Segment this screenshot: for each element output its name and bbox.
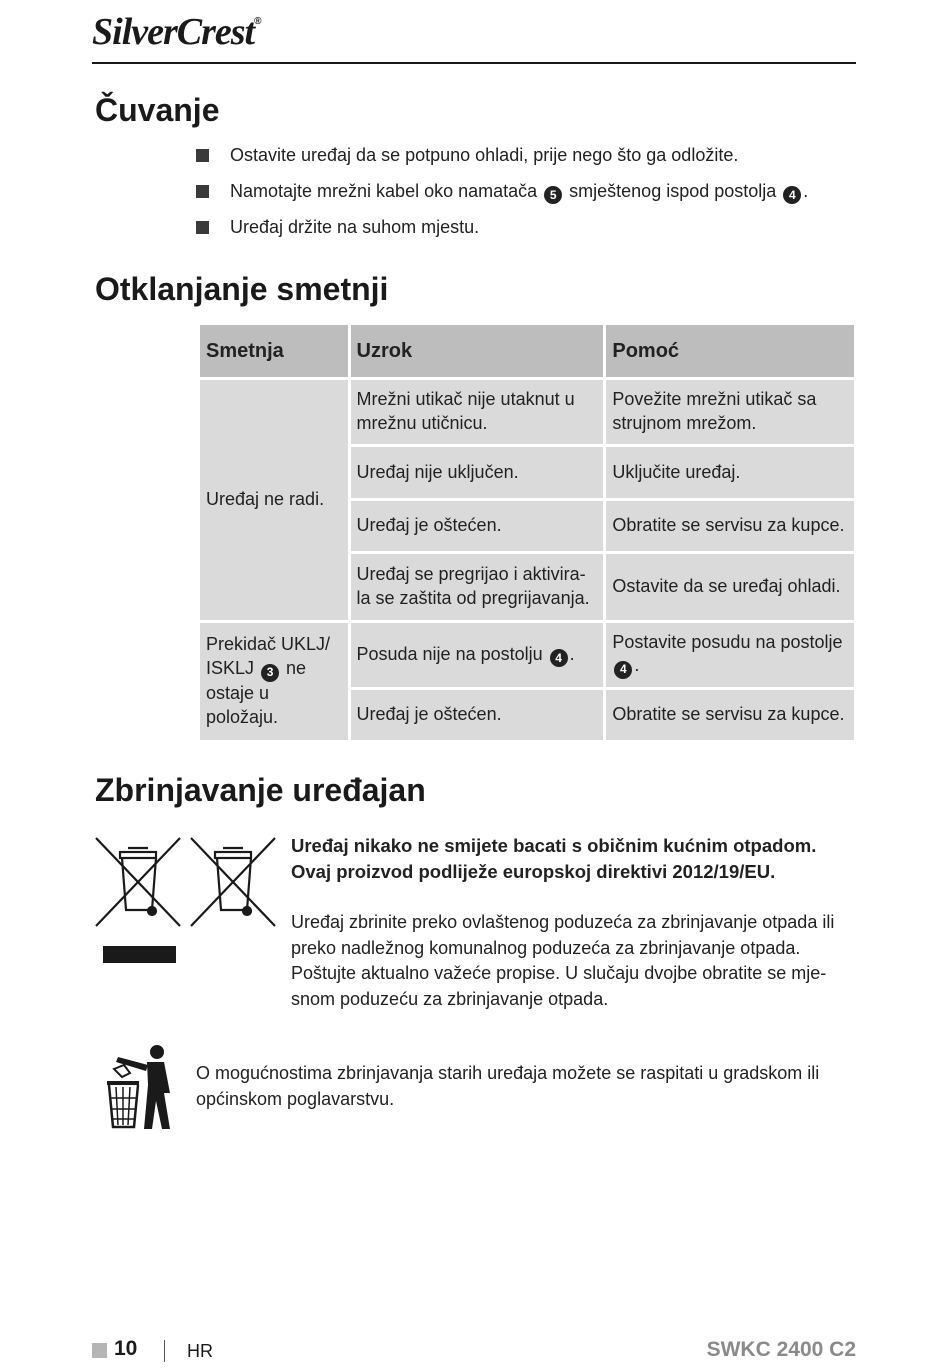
troubleshooting-table — [197, 322, 857, 743]
disposal-text: Uređaj zbrinite preko ovlaštenog poduzeća za zbrinjavanje otpada ili preko nadležnog komunalnog poduzeća za zbrinjavanje otpada. Poštujte aktualno važeće propise. U slučaju dvojbe obratite se mje-snom poduzeću za zbrinjavanje otpada. — [291, 912, 835, 1009]
weee-crossed-bin-icon — [94, 836, 278, 966]
column-header: Smetnja — [199, 324, 350, 379]
number-badge-icon: 3 — [261, 664, 279, 682]
cause-cell: Posuda nije na postolju 4 . — [349, 622, 605, 689]
cause-cell: Uređaj je oštećen. — [349, 500, 605, 553]
column-header: Pomoć — [605, 324, 856, 379]
section-title-troubleshooting: Otklanjanje smetnji — [95, 271, 389, 307]
remedy-cell: Obratite se servisu za kupce. — [605, 689, 856, 742]
page-number: 10 — [114, 1337, 138, 1360]
column-header: Uzrok — [349, 324, 605, 379]
table-row — [199, 379, 856, 446]
bullet-square-icon — [196, 221, 209, 234]
disposal-warning: Uređaj nikako ne smijete bacati s običnim kućnim otpadom. Ovaj proizvod podliježe europskoj direktivi 2012/19/EU. — [291, 835, 817, 882]
remedy-cell: Obratite se servisu za kupce. — [605, 500, 856, 553]
footer-divider — [164, 1340, 165, 1362]
model-number: SWKC 2400 C2 — [706, 1338, 856, 1361]
cause-cell: Mrežni utikač nije utaknut u mrežnu utičnicu. — [349, 379, 605, 446]
table-header-row — [199, 324, 856, 379]
recycle-bin-person-icon — [104, 1043, 176, 1131]
bullet-square-icon — [196, 149, 209, 162]
list-item: Ostavite uređaj da se potpuno ohladi, prije nego što ga odložite. — [196, 145, 738, 166]
table-row — [199, 622, 856, 689]
section-title-disposal: Zbrinjavanje uređajan — [95, 772, 426, 808]
number-badge-icon: 5 — [544, 186, 562, 204]
cause-cell: Uređaj je oštećen. — [349, 689, 605, 742]
page-marker-icon — [92, 1343, 107, 1358]
remedy-cell: Postavite posudu na postolje 4 . — [605, 622, 856, 689]
section-title-storage: Čuvanje — [95, 92, 220, 128]
remedy-cell: Povežite mrežni utikač sa strujnom mrežom. — [605, 379, 856, 446]
cause-cell: Uređaj se pregrijao i aktivira-la se zaštita od pregrijavanja. — [349, 553, 605, 622]
remedy-cell: Ostavite da se uređaj ohladi. — [605, 553, 856, 622]
header-rule — [92, 62, 856, 64]
number-badge-icon: 4 — [783, 186, 801, 204]
number-badge-icon: 4 — [550, 649, 568, 667]
remedy-cell: Uključite uređaj. — [605, 446, 856, 500]
number-badge-icon: 4 — [614, 661, 632, 679]
fault-cell: Prekidač UKLJ/ ISKLJ 3 ne ostaje u položaju. — [199, 622, 350, 742]
language-code: HR — [187, 1341, 213, 1361]
list-item: Namotajte mrežni kabel oko namatača 5 smještenog ispod postolja 4 . — [196, 181, 808, 204]
fault-cell: Uređaj ne radi. — [199, 379, 350, 622]
bullet-square-icon — [196, 185, 209, 198]
list-item: Uređaj držite na suhom mjestu. — [196, 217, 479, 238]
disposal-note: O mogućnostima zbrinjavanja starih uređaja možete se raspitati u gradskom ili općinskom poglavarstvu. — [196, 1063, 820, 1109]
cause-cell: Uređaj nije uključen. — [349, 446, 605, 500]
brand-logo: SilverCrest® — [92, 11, 261, 53]
